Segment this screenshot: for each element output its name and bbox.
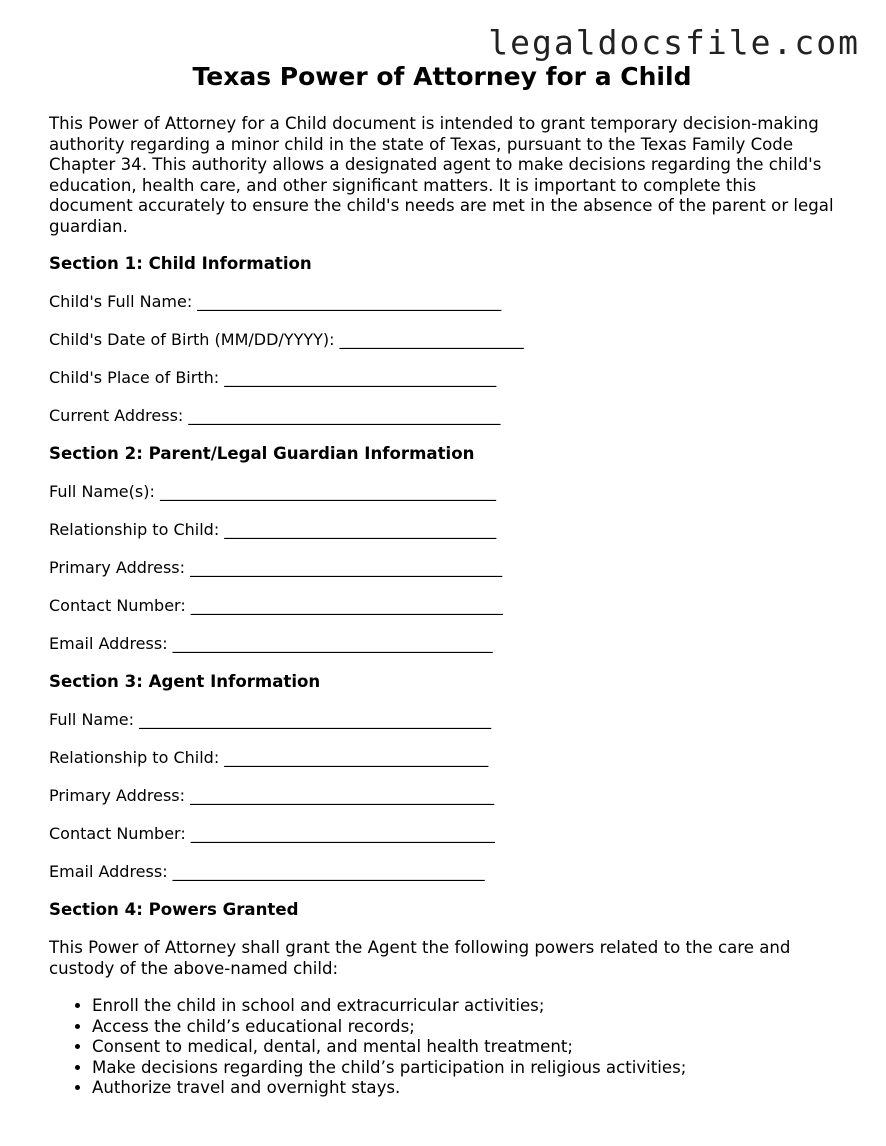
- parent-full-names-field[interactable]: Full Name(s): __________________________________________: [49, 482, 496, 501]
- list-item: • Make decisions regarding the child’s participation in religious activities;: [92, 1058, 839, 1079]
- section-1-heading: Section 1: Child Information: [49, 254, 312, 273]
- list-item: • Access the child’s educational records;: [92, 1017, 839, 1038]
- document-page: [49, 58, 839, 1099]
- agent-primary-address-field[interactable]: Primary Address: ______________________________________: [49, 786, 495, 805]
- agent-contact-number-field[interactable]: Contact Number: ______________________________________: [49, 824, 495, 843]
- watermark: legaldocsfile.com: [488, 23, 860, 62]
- document-title: Texas Power of Attorney for a Child: [192, 62, 692, 91]
- section-4-heading: Section 4: Powers Granted: [49, 900, 299, 919]
- agent-relationship-field[interactable]: Relationship to Child: _________________________________: [49, 748, 489, 767]
- parent-contact-number-field[interactable]: Contact Number: _______________________________________: [49, 596, 503, 615]
- list-item: • Consent to medical, dental, and mental health treatment;: [92, 1037, 839, 1058]
- agent-full-name-field[interactable]: Full Name: ____________________________________________: [49, 710, 492, 729]
- parent-primary-address-field[interactable]: Primary Address: _______________________________________: [49, 558, 503, 577]
- powers-list: [49, 996, 839, 1099]
- section-3-heading: Section 3: Agent Information: [49, 672, 321, 691]
- list-item: • Authorize travel and overnight stays.: [92, 1078, 839, 1099]
- list-item: • Enroll the child in school and extracurricular activities;: [92, 996, 839, 1017]
- powers-intro-paragraph: This Power of Attorney shall grant the Agent the following powers related to the care and custody of the above-named child:: [49, 938, 791, 978]
- parent-relationship-field[interactable]: Relationship to Child: __________________________________: [49, 520, 497, 539]
- agent-email-address-field[interactable]: Email Address: _______________________________________: [49, 862, 485, 881]
- parent-email-address-field[interactable]: Email Address: ________________________________________: [49, 634, 493, 653]
- section-2-heading: Section 2: Parent/Legal Guardian Information: [49, 444, 475, 463]
- child-date-of-birth-field[interactable]: Child's Date of Birth (MM/DD/YYYY): _______________________: [49, 330, 524, 349]
- child-full-name-field[interactable]: Child's Full Name: ______________________________________: [49, 292, 502, 311]
- child-current-address-field[interactable]: Current Address: _______________________________________: [49, 406, 501, 425]
- intro-paragraph: This Power of Attorney for a Child document is intended to grant temporary decision-making authority regarding a minor child in the state of Texas, pursuant to the Texas Family Code Chapter 34. This authority allows a designated agent to make decisions regarding the child's education, health care, and other significant matters. It is important to complete this document accurately to ensure the child's needs are met in the absence of the parent or legal guardian.: [49, 114, 834, 236]
- child-place-of-birth-field[interactable]: Child's Place of Birth: __________________________________: [49, 368, 497, 387]
